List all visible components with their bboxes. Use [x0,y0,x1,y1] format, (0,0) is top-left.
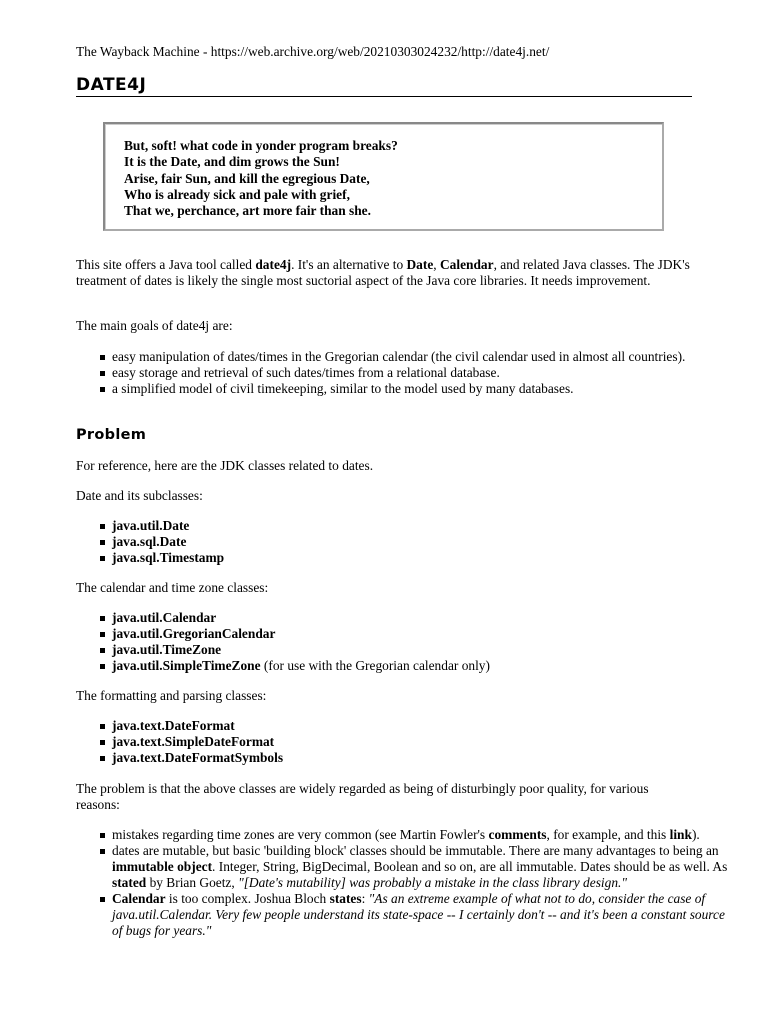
list-item [112,550,728,566]
intro-text: , and related Java classes. The JDK's treatment of dates is likely the single most suctorial aspect of the Java core libraries. It needs improvement. [76,257,690,288]
issue-text: , for example, and this [546,827,670,842]
calendar-classes-intro: The calendar and time zone classes: [76,580,269,595]
goetz-stated-link[interactable]: stated [112,875,147,890]
bloch-quote: "As an extreme example of what not to do, consider the case of java.util.Calendar. Very few people understand its state-space -- I certainly don't -- and it's been a constant source of bugs for years." [112,891,725,938]
list-item [112,534,728,550]
intro-text: . It's an alternative to [291,257,407,272]
issue-text: is too complex. Joshua Bloch [165,891,330,906]
list-item [112,734,728,750]
intro-text: , [433,257,440,272]
goals-list [76,349,728,397]
page-title: DATE4J [76,76,692,97]
issue-item-mutable [112,843,728,891]
issue-item-timezones [112,827,728,843]
list-item [112,610,728,626]
class-name: java.util.Date [112,518,190,533]
class-note: (for use with the Gregorian calendar only) [260,658,490,673]
timezone-link[interactable]: link [669,827,692,842]
goal-item: easy manipulation of dates/times in the Gregorian calendar (the civil calendar used in almost all countries). [112,349,728,365]
goetz-quote: "[Date's mutability] was probably a mistake in the class library design." [238,875,627,890]
date-classes-list [76,518,728,566]
intro-bold-date: Date [406,257,434,272]
poem-line: That we, perchance, art more fair than she. [124,203,371,219]
poem-line: But, soft! what code in yonder program breaks? [124,138,398,153]
issue-text: . Integer, String, BigDecimal, Boolean and so on, are all immutable. Dates should be as well. As [212,859,728,874]
poem-line: It is the Date, and dim grows the Sun! [124,154,340,170]
problem-heading: Problem [76,427,147,443]
issue-text: dates are mutable, but basic 'building block' classes should be immutable. There are many advantages to being an [112,843,719,858]
list-item [112,642,728,658]
issue-item-calendar [112,891,728,939]
date-classes-intro: Date and its subclasses: [76,488,203,503]
list-item [112,750,728,766]
goal-item: a simplified model of civil timekeeping, similar to the model used by many databases. [112,381,728,397]
list-item [112,518,728,534]
class-name: java.sql.Timestamp [112,550,225,565]
issue-text: ). [691,827,700,842]
format-classes-list [76,718,728,766]
class-name: java.util.Calendar [112,610,217,625]
issue-text: : [361,891,369,906]
wayback-banner: The Wayback Machine - https://web.archive.org/web/20210303024232/http://date4j.net/ [76,44,550,59]
intro-bold-calendar: Calendar [440,257,494,272]
list-item [112,658,728,674]
class-name: java.text.DateFormatSymbols [112,750,284,765]
poem-line: Arise, fair Sun, and kill the egregious Date, [124,170,370,186]
list-item [112,626,728,642]
class-name: java.text.SimpleDateFormat [112,734,275,749]
issue-text: by Brian Goetz, [146,875,239,890]
intro-bold-date4j: date4j [255,257,292,272]
intro-paragraph [76,257,692,289]
calendar-bold: Calendar [112,891,166,906]
issue-text: mistakes regarding time zones are very common (see Martin Fowler's [112,827,489,842]
issues-intro: The problem is that the above classes are widely regarded as being of disturbingly poor quality, for various reasons: [76,781,649,812]
issues-list [76,827,728,939]
list-item [112,718,728,734]
immutable-object-link[interactable]: immutable object [112,859,213,874]
calendar-classes-list [76,610,728,674]
class-name: java.text.DateFormat [112,718,235,733]
goal-item: easy storage and retrieval of such dates/times from a relational database. [112,365,728,381]
poem-box [103,122,664,231]
comments-link[interactable]: comments [488,827,547,842]
intro-text: This site offers a Java tool called [76,257,256,272]
goals-intro: The main goals of date4j are: [76,318,233,333]
format-classes-intro: The formatting and parsing classes: [76,688,267,703]
class-name: java.sql.Date [112,534,187,549]
class-name: java.util.GregorianCalendar [112,626,276,641]
reference-paragraph: For reference, here are the JDK classes related to dates. [76,458,374,473]
class-name: java.util.TimeZone [112,642,222,657]
bloch-states-link[interactable]: states [329,891,362,906]
class-name: java.util.SimpleTimeZone [112,658,261,673]
poem-line: Who is already sick and pale with grief, [124,186,350,202]
